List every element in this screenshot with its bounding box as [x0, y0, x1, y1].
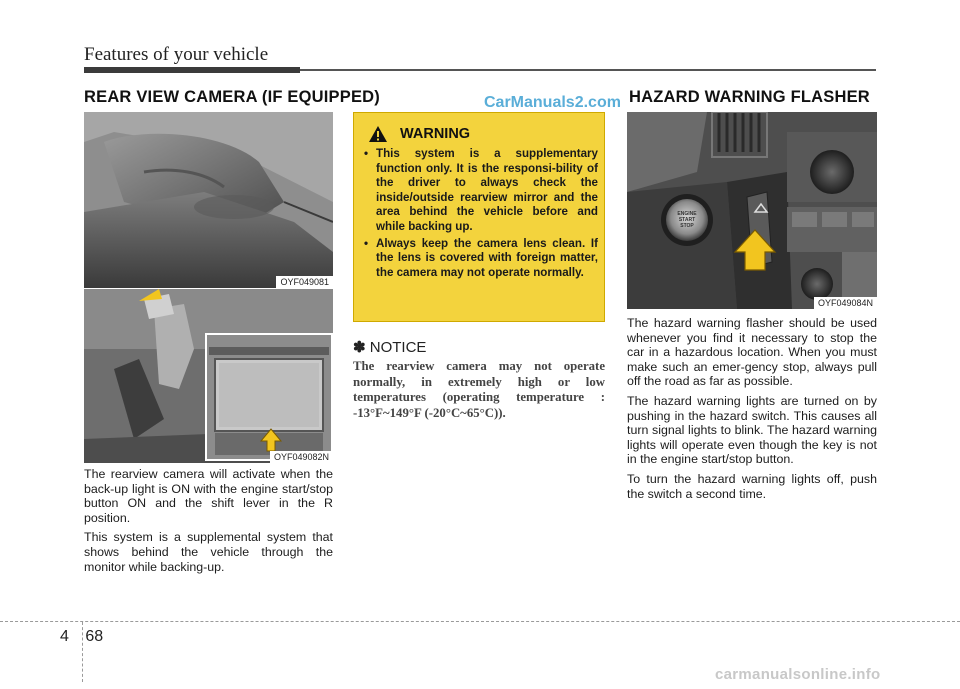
- header-rule-light: [300, 69, 876, 71]
- notice-title: [353, 338, 426, 356]
- hazard-paragraph-1: The hazard warning flasher should be used whenever you find it necessary to stop the car in a hazardous location. When you must make such an emer-gency stop, always pull off the road as far as possible.: [627, 316, 877, 389]
- button-text-stop: STOP: [680, 223, 694, 229]
- page-number: [60, 628, 103, 646]
- page-number-value: 68: [85, 628, 104, 645]
- hazard-text: [627, 316, 877, 506]
- hazard-paragraph-2: The hazard warning lights are turned on by pushing in the hazard switch. This causes all turn signal lights to blink. The hazard warning lights will operate even though the key is not in the engine start/stop button.: [627, 393, 877, 467]
- chapter-number: 4: [60, 628, 69, 645]
- rear-camera-paragraph-2: This system is a supplemental system that shows behind the vehicle through the monitor while backing-up.: [84, 530, 333, 574]
- button-text-start: START: [678, 217, 696, 223]
- warning-item-1: • This system is a supplementary function only. It is the responsi-bility of the driver to always check the inside/outside rearview mirror and the area behind the vehicle before and while backing up.: [364, 147, 598, 235]
- rear-camera-text: [84, 467, 333, 579]
- hazard-paragraph-3: To turn the hazard warning lights off, push the switch a second time.: [627, 471, 877, 501]
- photo1-label: OYF049081: [276, 276, 333, 288]
- warning-title: WARNING: [400, 126, 471, 142]
- monitor-inset: [205, 333, 333, 461]
- rear-trunk-photo: [84, 112, 333, 288]
- footer-divider: [0, 621, 960, 622]
- notice-title-text: NOTICE: [369, 339, 427, 356]
- watermark-top[interactable]: CarManuals2.com: [484, 94, 621, 111]
- warning-box: [353, 112, 605, 322]
- engine-start-stop-button: [669, 211, 705, 229]
- hazard-heading: HAZARD WARNING FLASHER: [629, 88, 870, 106]
- warning-title-row: [368, 123, 470, 145]
- header-rule-dark: [84, 67, 300, 73]
- warning-list: [364, 147, 598, 282]
- warning-item-2: • Always keep the camera lens clean. If the lens is covered with foreign matter, the camera may not operate normally.: [364, 237, 598, 281]
- rear-camera-heading: REAR VIEW CAMERA (IF EQUIPPED): [84, 88, 380, 106]
- notice-text: The rearview camera may not operate normally, in extremely high or low temperatures (operating temperature : -13°F~149°F (-20°C~65°C)).: [353, 359, 605, 420]
- page-header-title: Features of your vehicle: [84, 44, 269, 65]
- monitor-illustration: [205, 333, 333, 461]
- dashboard-illustration: [627, 112, 877, 309]
- notice-star-icon: ✽: [353, 339, 366, 356]
- warning-triangle-icon: [368, 125, 388, 143]
- rear-camera-paragraph-1: The rearview camera will activate when the back-up light is ON with the engine start/stop button ON and the shift lever in the R position.: [84, 467, 333, 525]
- hazard-switch-photo: [627, 112, 877, 309]
- photo3-label: OYF049084N: [814, 297, 877, 309]
- photo2-label: OYF049082N: [270, 451, 333, 463]
- watermark-bottom[interactable]: carmanualsonline.info: [715, 666, 881, 683]
- button-text-engine: ENGINE: [677, 211, 697, 217]
- shifter-monitor-photo: [84, 289, 333, 463]
- trunk-illustration: [84, 112, 333, 288]
